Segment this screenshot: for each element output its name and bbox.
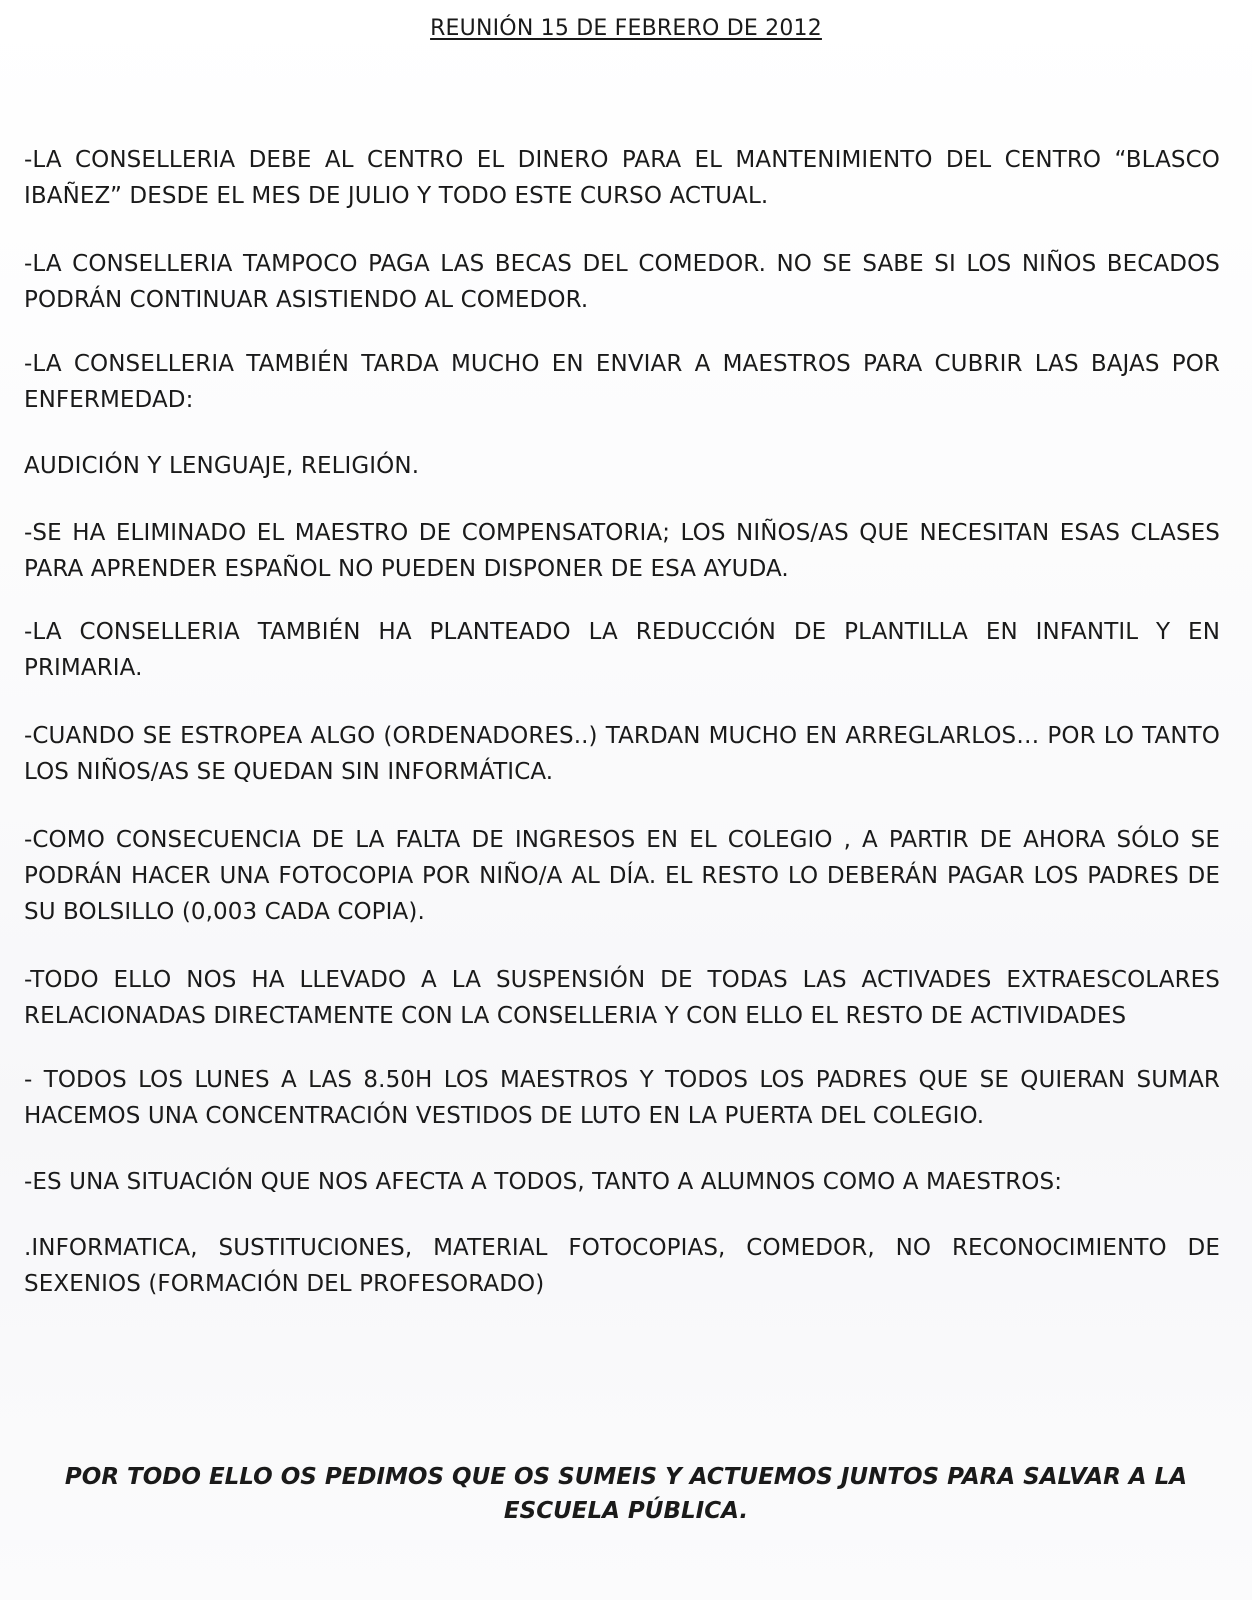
paragraph-subjects: AUDICIÓN Y LENGUAJE, RELIGIÓN. xyxy=(24,453,420,479)
paragraph-cafeteria-grants: -LA CONSELLERIA TAMPOCO PAGA LAS BECAS DEL COMEDOR. NO SE SABE SI LOS NIÑOS BECADOS PODRÁN CONTINUAR ASISTIENDO AL COMEDOR. xyxy=(24,251,1220,313)
closing-appeal xyxy=(0,1460,1252,1528)
paragraph-staff-reduction: -LA CONSELLERIA TAMBIÉN HA PLANTEADO LA REDUCCIÓN DE PLANTILLA EN INFANTIL Y EN PRIMARIA. xyxy=(24,619,1220,681)
paragraph-teacher-absences: -LA CONSELLERIA TAMBIÉN TARDA MUCHO EN ENVIAR A MAESTROS PARA CUBRIR LAS BAJAS POR ENFERMEDAD: xyxy=(24,351,1220,413)
paragraph-photocopies: -COMO CONSECUENCIA DE LA FALTA DE INGRESOS EN EL COLEGIO , A PARTIR DE AHORA SÓLO SE PODRÁN HACER UNA FOTOCOPIA POR NIÑO/A AL DÍA. EL RESTO LO DEBERÁN PAGAR LOS PADRES DE SU BOLSILLO (0,003 CADA COPIA). xyxy=(24,827,1220,925)
paragraph-compensatory-teacher: -SE HA ELIMINADO EL MAESTRO DE COMPENSATORIA; LOS NIÑOS/AS QUE NECESITAN ESAS CLASES PARA APRENDER ESPAÑOL NO PUEDEN DISPONER DE ESA AYUDA. xyxy=(24,520,1220,582)
paragraph-monday-protest: - TODOS LOS LUNES A LAS 8.50H LOS MAESTROS Y TODOS LOS PADRES QUE SE QUIERAN SUMAR HACEMOS UNA CONCENTRACIÓN VESTIDOS DE LUTO EN LA PUERTA DEL COLEGIO. xyxy=(24,1067,1220,1129)
closing-appeal-line-2: ESCUELA PÚBLICA. xyxy=(503,1498,749,1524)
paragraph-activities-suspension: -TODO ELLO NOS HA LLEVADO A LA SUSPENSIÓN DE TODAS LAS ACTIVADES EXTRAESCOLARES RELACIONADAS DIRECTAMENTE CON LA CONSELLERIA Y CON ELLO EL RESTO DE ACTIVIDADES xyxy=(24,967,1220,1029)
paragraph-affected-areas: .INFORMATICA, SUSTITUCIONES, MATERIAL FOTOCOPIAS, COMEDOR, NO RECONOCIMIENTO DE SEXENIOS (FORMACIÓN DEL PROFESORADO) xyxy=(24,1235,1220,1297)
paragraph-computer-repairs: -CUANDO SE ESTROPEA ALGO (ORDENADORES..) TARDAN MUCHO EN ARREGLARLOS… POR LO TANTO LOS NIÑOS/AS SE QUEDAN SIN INFORMÁTICA. xyxy=(24,723,1220,785)
paragraph-maintenance-debt: -LA CONSELLERIA DEBE AL CENTRO EL DINERO PARA EL MANTENIMIENTO DEL CENTRO “BLASCO IBAÑEZ” DESDE EL MES DE JULIO Y TODO ESTE CURSO ACTUAL. xyxy=(24,147,1220,209)
paragraph-situation: -ES UNA SITUACIÓN QUE NOS AFECTA A TODOS, TANTO A ALUMNOS COMO A MAESTROS: xyxy=(24,1169,1063,1195)
document-title xyxy=(0,16,1252,41)
closing-appeal-line-1: POR TODO ELLO OS PEDIMOS QUE OS SUMEIS Y ACTUEMOS JUNTOS PARA SALVAR A LA xyxy=(64,1464,1188,1490)
title-text: REUNIÓN 15 DE FEBRERO DE 2012 xyxy=(430,16,822,41)
